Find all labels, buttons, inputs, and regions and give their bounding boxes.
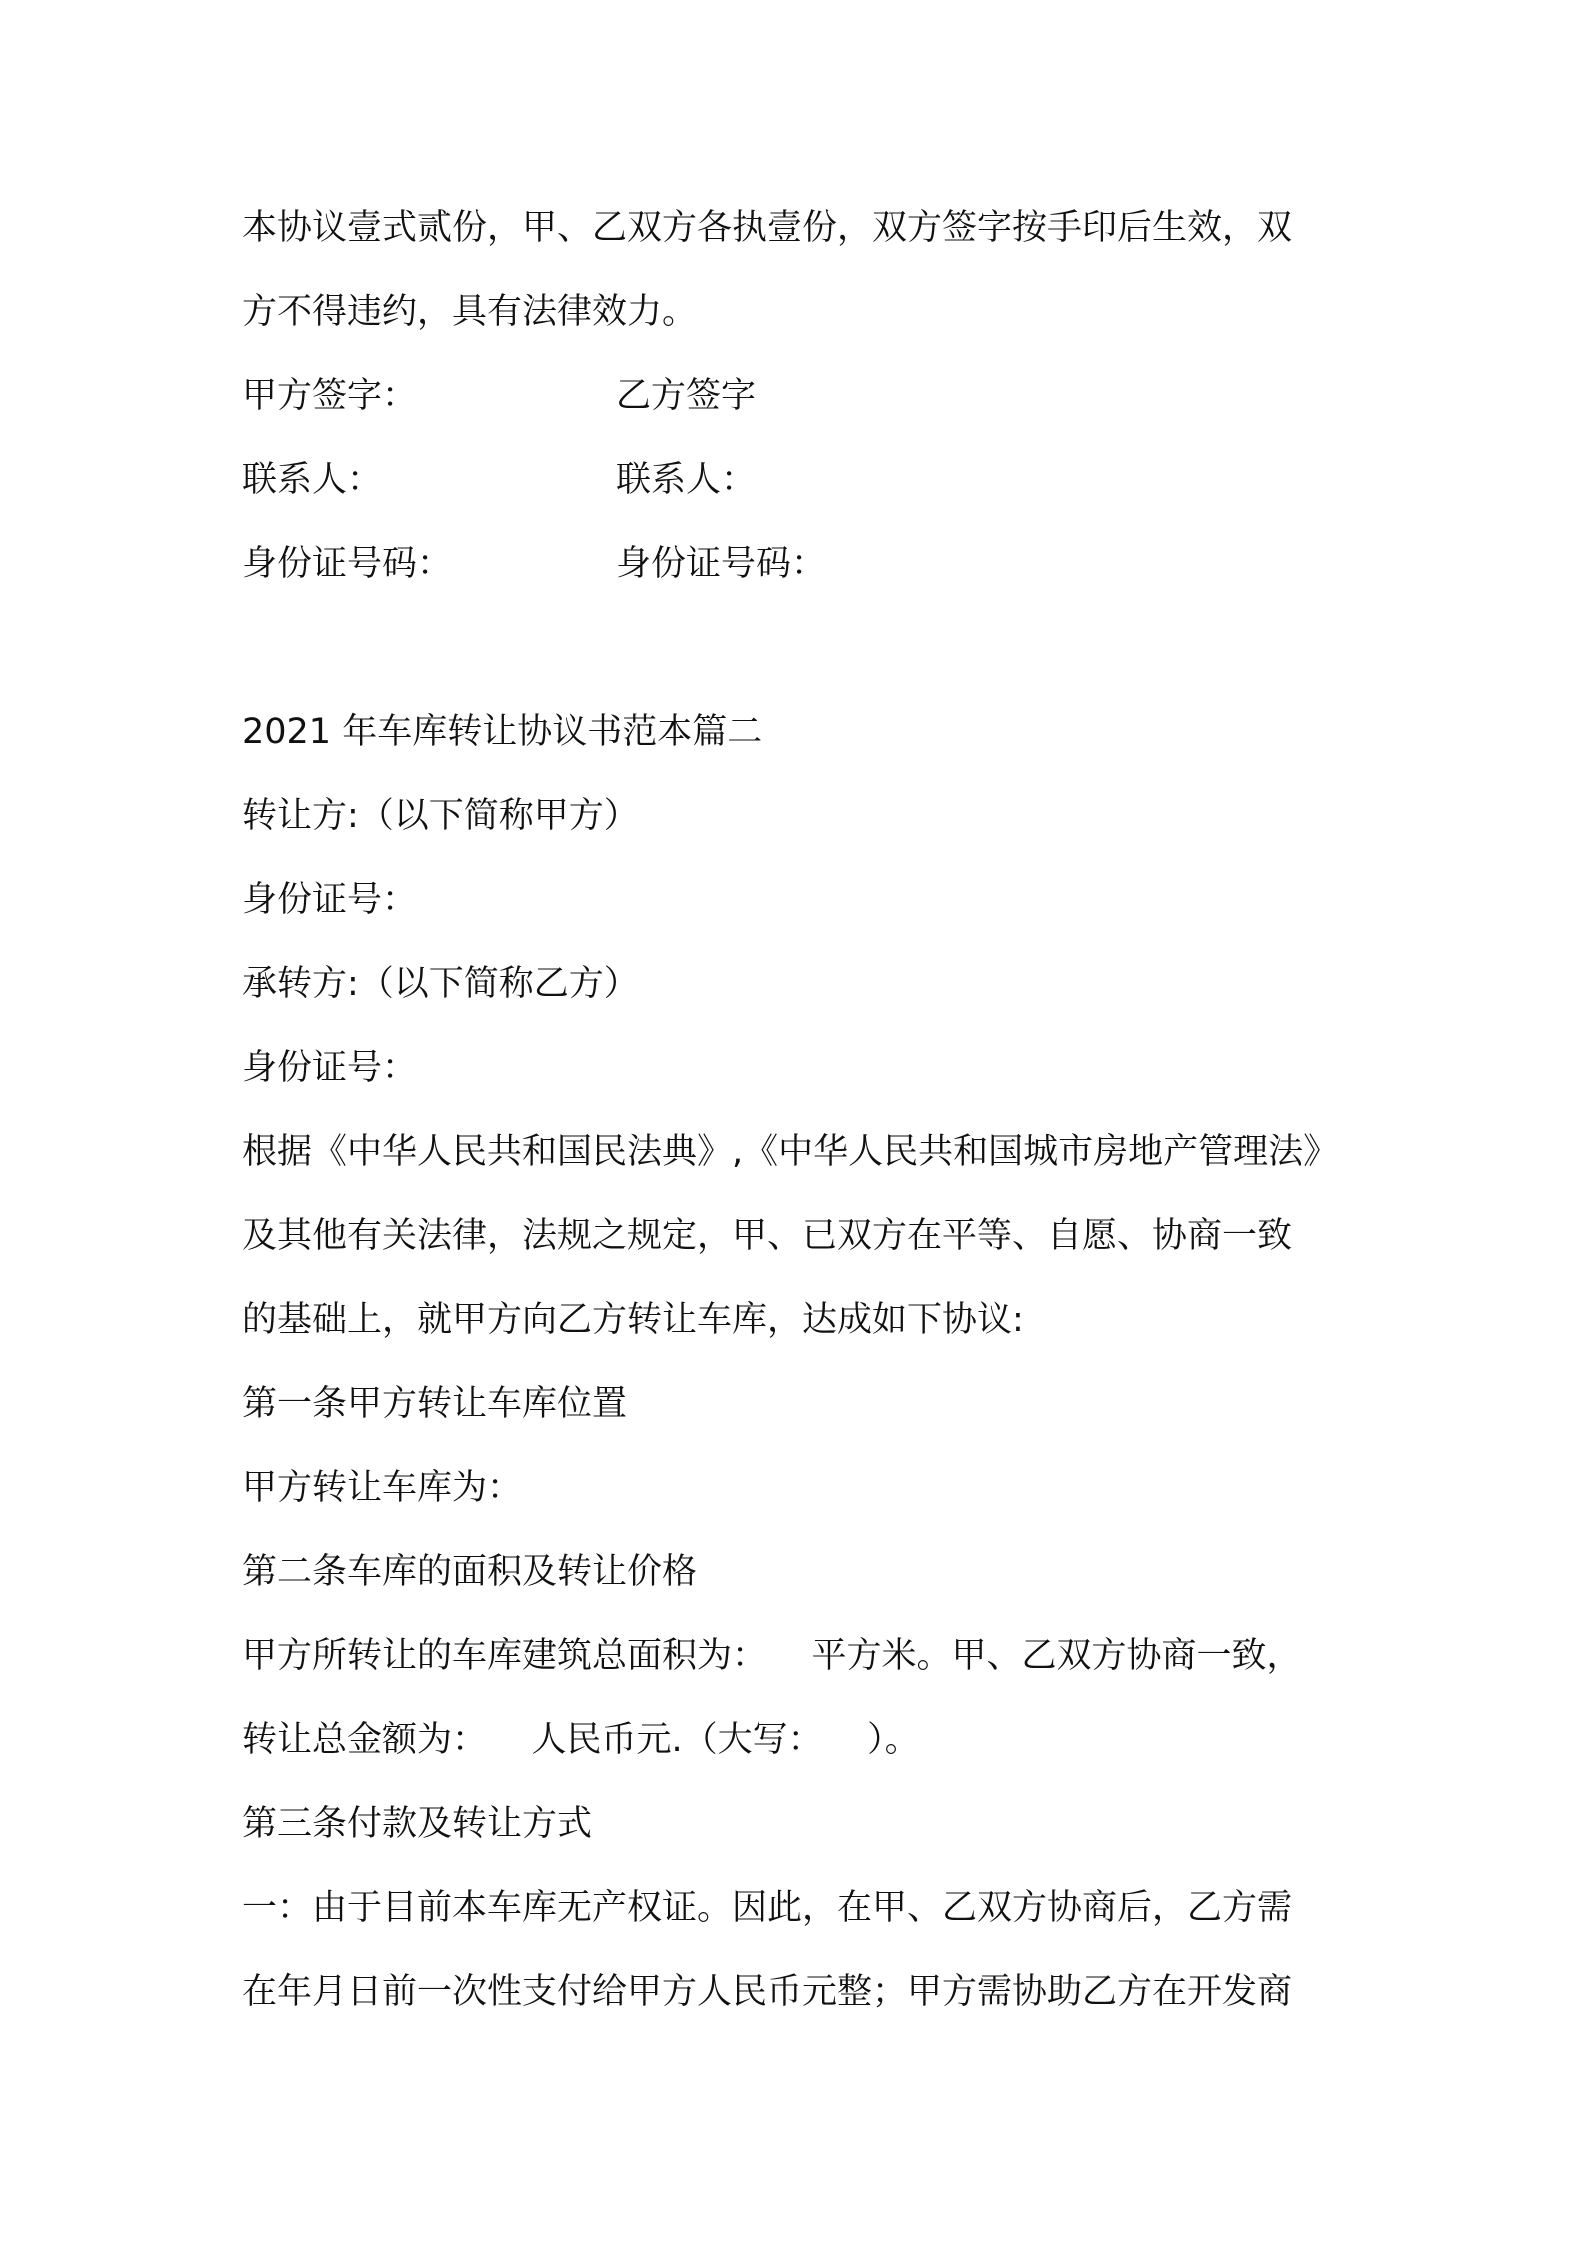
legal-basis-line-2: 及其他有关法律，法规之规定，甲、已双方在平等、自愿、协商一致	[242, 1216, 1293, 1256]
transferee-id-line: 身份证号：	[242, 1048, 418, 1088]
party-a-id-label: 身份证号码：	[242, 544, 453, 584]
legal-basis-line-1: 根据《中华人民共和国民法典》,《中华人民共和国城市房地产管理法》	[242, 1132, 1339, 1172]
agreement-copies-line-2: 方不得违约，具有法律效力。	[242, 292, 698, 332]
article-2-line-1: 甲方所转让的车库建筑总面积为： 平方米。甲、乙双方协商一致，	[242, 1636, 1302, 1676]
legal-basis-line-3: 的基础上，就甲方向乙方转让车库，达成如下协议:	[242, 1300, 1024, 1340]
id-number-row	[242, 522, 1372, 606]
transferor-line: 转让方:（以下简称甲方）	[242, 796, 639, 836]
party-b-contact-label: 联系人：	[616, 460, 757, 500]
party-a-signature-label: 甲方签字：	[242, 376, 418, 416]
article-3-title: 第三条付款及转让方式	[242, 1804, 593, 1844]
party-a-contact-label: 联系人：	[242, 460, 383, 500]
article-3-line-2: 在年月日前一次性支付给甲方人民币元整；甲方需协助乙方在开发商	[242, 1972, 1293, 2012]
party-b-signature-label: 乙方签字	[616, 376, 757, 416]
article-3-line-1: 一：由于目前本车库无产权证。因此，在甲、乙双方协商后，乙方需	[242, 1888, 1293, 1928]
article-1-title: 第一条甲方转让车库位置	[242, 1384, 628, 1424]
article-1-body: 甲方转让车库为：	[242, 1468, 523, 1508]
party-b-id-label: 身份证号码：	[616, 544, 827, 584]
agreement-copies-line-1: 本协议壹式贰份，甲、乙双方各执壹份，双方签字按手印后生效，双	[242, 208, 1293, 248]
section-title: 2021 年车库转让协议书范本篇二	[242, 712, 763, 752]
article-2-title: 第二条车库的面积及转让价格	[242, 1552, 698, 1592]
transferor-id-line: 身份证号：	[242, 880, 418, 920]
transferee-line: 承转方:（以下简称乙方）	[242, 964, 639, 1004]
contact-row	[242, 438, 1372, 522]
signature-row	[242, 354, 1372, 438]
article-2-line-2: 转让总金额为： 人民币元.（大写： ）。	[242, 1720, 920, 1760]
